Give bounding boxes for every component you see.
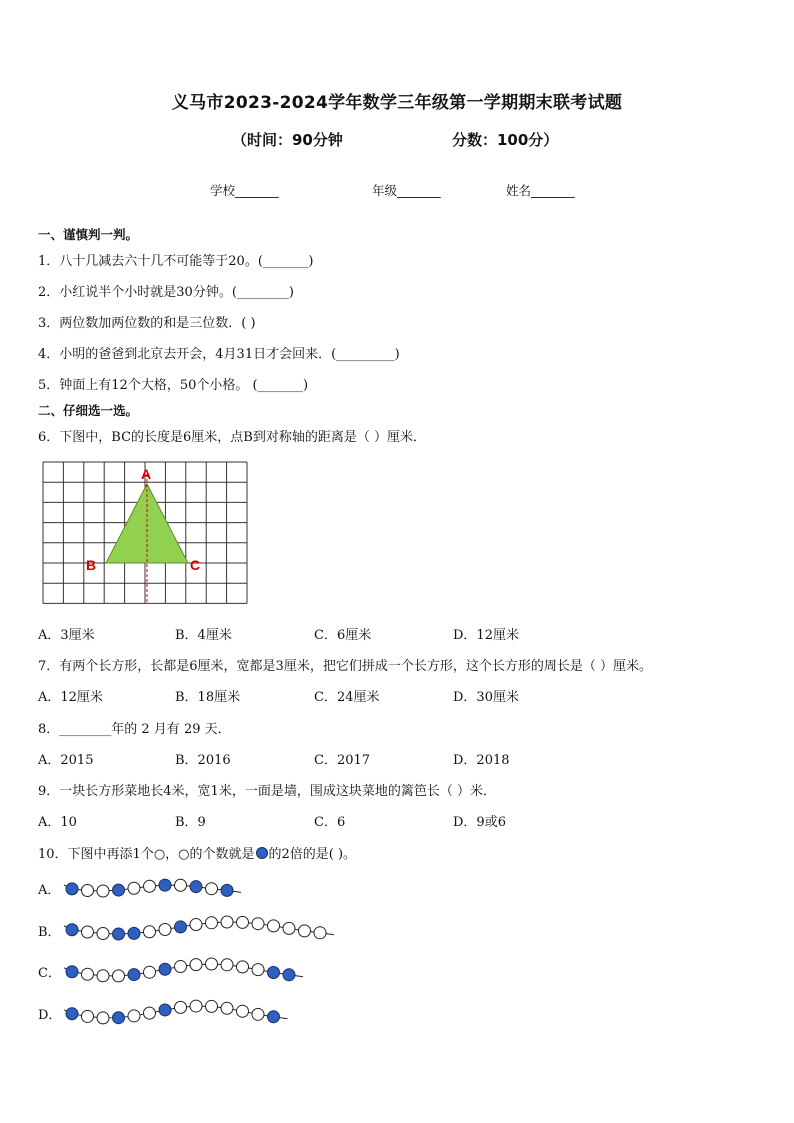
hollow-bead (283, 922, 295, 934)
question-3: 3．两位数加两位数的和是三位数．( ) (38, 316, 256, 331)
filled-bead (268, 967, 280, 979)
hollow-bead (144, 966, 156, 978)
exam-score: 分数：100分） (452, 131, 559, 149)
q10-option-b-beads[interactable] (62, 912, 292, 944)
question-1: 1．八十几减去六十几不可能等于20。(_______) (38, 254, 314, 269)
page-title: 义马市2023-2024学年数学三年级第一学期期末联考试题 (171, 93, 623, 113)
filled-bead (159, 1004, 171, 1016)
hollow-bead (190, 1000, 202, 1012)
q10-option-b-label[interactable]: B． (38, 925, 61, 940)
q7-option-b[interactable]: B．18厘米 (175, 690, 241, 705)
hollow-bead (113, 970, 125, 982)
hollow-bead (97, 928, 109, 940)
hollow-bead (159, 923, 171, 935)
hollow-bead (314, 927, 326, 939)
q9-option-c[interactable]: C．6 (314, 815, 346, 830)
hollow-bead (299, 925, 311, 937)
hollow-bead (237, 916, 249, 928)
hollow-bead (206, 883, 218, 895)
filled-bead (113, 884, 125, 896)
hollow-bead (82, 885, 94, 897)
section-2-heading: 二、仔细选一选。 (38, 403, 139, 418)
q10-option-d-beads[interactable] (62, 996, 272, 1026)
hollow-bead (237, 961, 249, 973)
hollow-bead (97, 1012, 109, 1024)
filled-bead (66, 1008, 78, 1020)
hollow-bead (190, 919, 202, 931)
q10-option-d-label[interactable]: D． (38, 1008, 62, 1023)
q10-option-c-label[interactable]: C． (38, 966, 61, 981)
hollow-bead (206, 1000, 218, 1012)
hollow-bead (252, 918, 264, 930)
filled-bead (221, 884, 233, 896)
q7-option-a[interactable]: A．12厘米 (38, 690, 103, 705)
filled-bead (113, 1012, 125, 1024)
question-7: 7．有两个长方形，长都是6厘米，宽都是3厘米，把它们拼成一个长方形，这个长方形的周长是（ ）厘米。 (38, 659, 652, 674)
hollow-bead (144, 1007, 156, 1019)
hollow-bead (128, 1010, 140, 1022)
q9-option-b[interactable]: B．9 (175, 815, 206, 830)
q9-option-d[interactable]: D．9或6 (453, 815, 506, 830)
filled-bead (159, 879, 171, 891)
point-c-label: C (190, 557, 201, 573)
question-2: 2．小红说半个小时就是30分钟。(________) (38, 285, 294, 300)
hollow-bead (190, 959, 202, 971)
q6-triangle-figure (43, 462, 249, 606)
hollow-bead (175, 879, 187, 891)
question-4: 4．小明的爸爸到北京去开会，4月31日才会回来．(_________) (38, 347, 400, 362)
hollow-bead (175, 961, 187, 973)
exam-time: （时间：90分钟 (232, 131, 343, 149)
question-9: 9．一块长方形菜地长4米，宽1米，一面是墙，围成这块菜地的篱笆长（ ）米． (38, 784, 496, 799)
q8-option-d[interactable]: D．2018 (453, 753, 510, 768)
filled-bead (66, 924, 78, 936)
question-8: 8．________年的 2 月有 29 天． (38, 722, 231, 737)
point-b-label: B (86, 557, 97, 573)
filled-bead (128, 927, 140, 939)
filled-bead (66, 883, 78, 895)
hollow-bead (206, 917, 218, 929)
q8-option-c[interactable]: C．2017 (314, 753, 371, 768)
hollow-bead (175, 1001, 187, 1013)
filled-bead-icon (256, 847, 268, 859)
q6-option-c[interactable]: C．6厘米 (314, 628, 372, 643)
hollow-bead (252, 964, 264, 976)
q9-option-a[interactable]: A．10 (38, 815, 77, 830)
filled-bead (128, 969, 140, 981)
q7-option-c[interactable]: C．24厘米 (314, 690, 380, 705)
question-5: 5．钟面上有12个大格，50个小格。 (_______) (38, 378, 309, 393)
q10-option-c-beads[interactable] (62, 954, 282, 984)
name-field: 姓名_______ (506, 183, 575, 198)
hollow-bead (128, 882, 140, 894)
filled-bead (159, 963, 171, 975)
filled-bead (283, 969, 295, 981)
q6-option-b[interactable]: B．4厘米 (175, 628, 232, 643)
filled-bead (175, 921, 187, 933)
hollow-bead (97, 970, 109, 982)
hollow-bead (252, 1008, 264, 1020)
hollow-bead (237, 1005, 249, 1017)
q8-option-a[interactable]: A．2015 (38, 753, 94, 768)
hollow-bead (206, 958, 218, 970)
hollow-bead (97, 885, 109, 897)
hollow-bead (144, 880, 156, 892)
filled-bead (113, 928, 125, 940)
hollow-bead (221, 916, 233, 928)
filled-bead (66, 966, 78, 978)
hollow-bead (82, 926, 94, 938)
q6-option-a[interactable]: A．3厘米 (38, 628, 95, 643)
filled-bead (190, 881, 202, 893)
q10-text-before: 10．下图中再添1个○，○的个数就是 (38, 847, 255, 862)
q7-option-d[interactable]: D．30厘米 (453, 690, 519, 705)
question-6: 6．下图中，BC的长度是6厘米，点B到对称轴的距离是（ ）厘米． (38, 430, 426, 445)
hollow-bead (144, 926, 156, 938)
q10-option-a-beads[interactable] (62, 872, 252, 900)
point-a-label: A (141, 466, 152, 482)
q10-text-after: 的2倍的是( )。 (268, 847, 357, 862)
grade-field: 年级_______ (372, 183, 441, 198)
q6-option-d[interactable]: D．12厘米 (453, 628, 519, 643)
hollow-bead (268, 920, 280, 932)
hollow-bead (221, 1002, 233, 1014)
filled-bead (268, 1011, 280, 1023)
hollow-bead (221, 959, 233, 971)
school-field: 学校_______ (210, 183, 279, 198)
hollow-bead (82, 968, 94, 980)
section-1-heading: 一、谨慎判一判。 (38, 227, 139, 242)
q8-option-b[interactable]: B．2016 (175, 753, 231, 768)
question-10 (38, 843, 356, 862)
q10-option-a-label[interactable]: A． (38, 883, 61, 898)
hollow-bead (82, 1010, 94, 1022)
